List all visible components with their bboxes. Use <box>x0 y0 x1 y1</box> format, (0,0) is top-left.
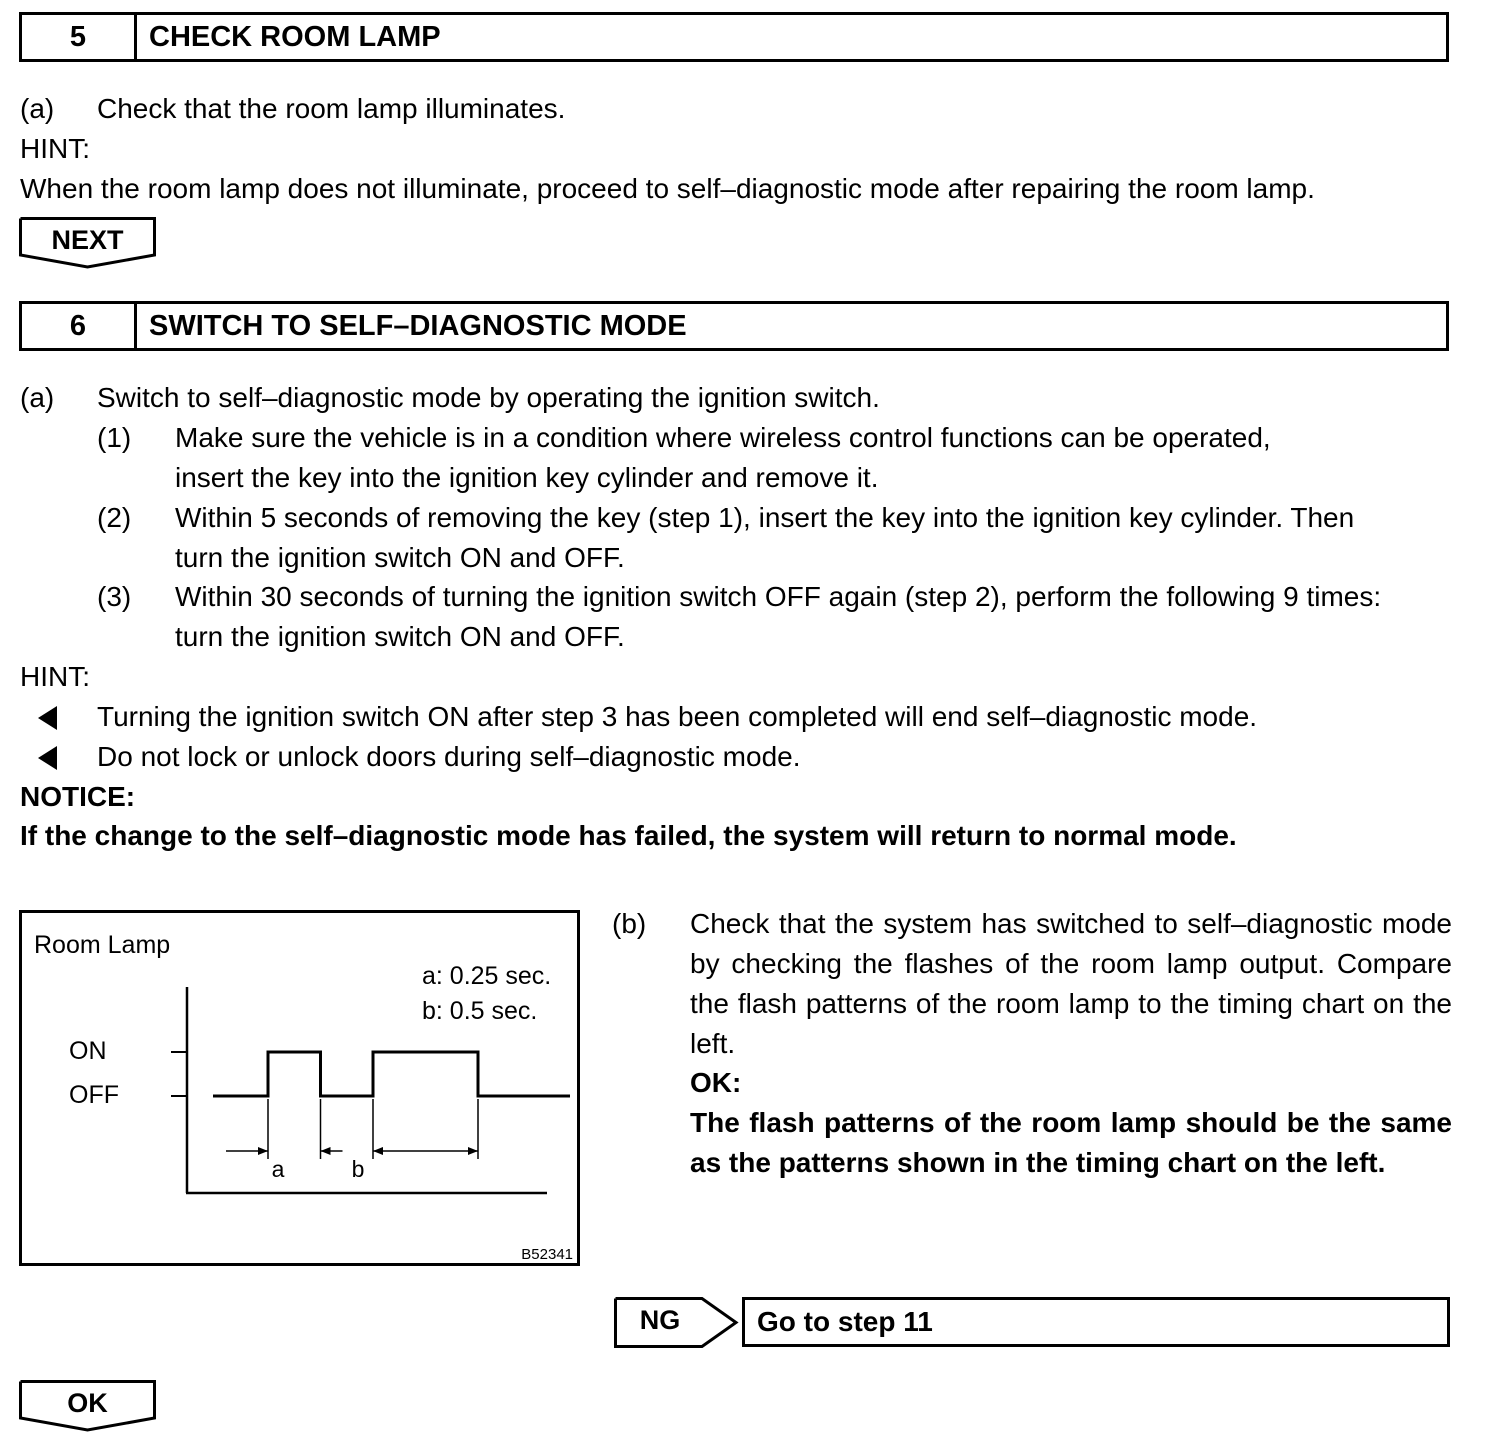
substep-label: (2) <box>97 502 132 533</box>
hint-bullet-icon <box>38 706 57 730</box>
dim-label-b: b <box>351 1156 365 1182</box>
legend-a: a: 0.25 sec. <box>422 962 552 990</box>
next-button[interactable] <box>19 217 156 269</box>
step-number: 6 <box>22 304 137 348</box>
on-label: ON <box>69 1037 107 1065</box>
notice-label: NOTICE: <box>20 781 136 812</box>
dim-arrowhead <box>373 1147 383 1155</box>
step-5-header <box>19 12 1449 62</box>
ng-label: NG <box>639 1305 681 1335</box>
hint-text: When the room lamp does not illuminate, proceed to self–diagnostic mode after repairing the room lamp. <box>20 173 1315 204</box>
substep-line: insert the key into the ignition key cylinder and remove it. <box>175 462 879 493</box>
chart-title: Room Lamp <box>34 931 171 959</box>
step-number: 5 <box>22 15 137 59</box>
substep-label: (1) <box>97 422 132 453</box>
ok-criteria-label: OK: <box>690 1067 742 1098</box>
item-text-a: Switch to self–diagnostic mode by operating the ignition switch. <box>97 382 880 413</box>
ok-criteria-text: The flash patterns of the room lamp should be the same as the patterns shown in the timing chart on the left. <box>690 1107 1452 1178</box>
substep-line: turn the ignition switch ON and OFF. <box>175 621 625 652</box>
step-title: SWITCH TO SELF–DIAGNOSTIC MODE <box>149 309 687 342</box>
off-label: OFF <box>69 1081 119 1109</box>
figure-id: B52341 <box>521 1246 573 1263</box>
substep-line: Within 30 seconds of turning the ignition switch OFF again (step 2), perform the following 9 times: <box>175 581 1382 612</box>
hint-bullet-icon <box>38 746 57 770</box>
item-label-b: (b) <box>612 908 647 939</box>
next-label: NEXT <box>51 225 124 255</box>
ok-button[interactable] <box>19 1380 156 1432</box>
ng-action-box[interactable]: Go to step 11 <box>742 1297 1450 1347</box>
lamp-waveform <box>213 1052 570 1096</box>
substep-line: Make sure the vehicle is in a condition where wireless control functions can be operated, <box>175 422 1271 453</box>
hint-item: Turning the ignition switch ON after step 3 has been completed will end self–diagnostic mode. <box>97 701 1258 732</box>
substep-line: Within 5 seconds of removing the key (step 1), insert the key into the ignition key cylinder. Then <box>175 502 1355 533</box>
dim-arrowhead <box>468 1147 478 1155</box>
timing-chart-figure <box>19 910 580 1266</box>
dim-label-a: a <box>271 1156 285 1182</box>
substep-label: (3) <box>97 581 132 612</box>
dim-arrowhead <box>258 1147 268 1155</box>
item-label-a: (a) <box>20 93 55 124</box>
ng-button[interactable] <box>614 1297 740 1349</box>
timing-chart <box>22 913 577 1263</box>
item-text-a: Check that the room lamp illuminates. <box>97 93 566 124</box>
item-text-b: Check that the system has switched to self–diagnostic mode by checking the flashes of the room lamp output. Compare the flash patterns of the room lamp to the timing chart on the left. <box>690 908 1452 1059</box>
ok-label: OK <box>67 1388 108 1418</box>
legend-b: b: 0.5 sec. <box>422 997 538 1025</box>
notice-text: If the change to the self–diagnostic mode has failed, the system will return to normal mode. <box>20 820 1237 851</box>
dim-arrowhead <box>321 1147 331 1155</box>
hint-label: HINT: <box>20 661 90 692</box>
step-6-header <box>19 301 1449 351</box>
step-title: CHECK ROOM LAMP <box>149 20 441 53</box>
substep-line: turn the ignition switch ON and OFF. <box>175 542 625 573</box>
item-label-a: (a) <box>20 382 55 413</box>
dimension-markers <box>226 1099 478 1159</box>
hint-item: Do not lock or unlock doors during self–diagnostic mode. <box>97 741 801 772</box>
hint-label: HINT: <box>20 133 90 164</box>
